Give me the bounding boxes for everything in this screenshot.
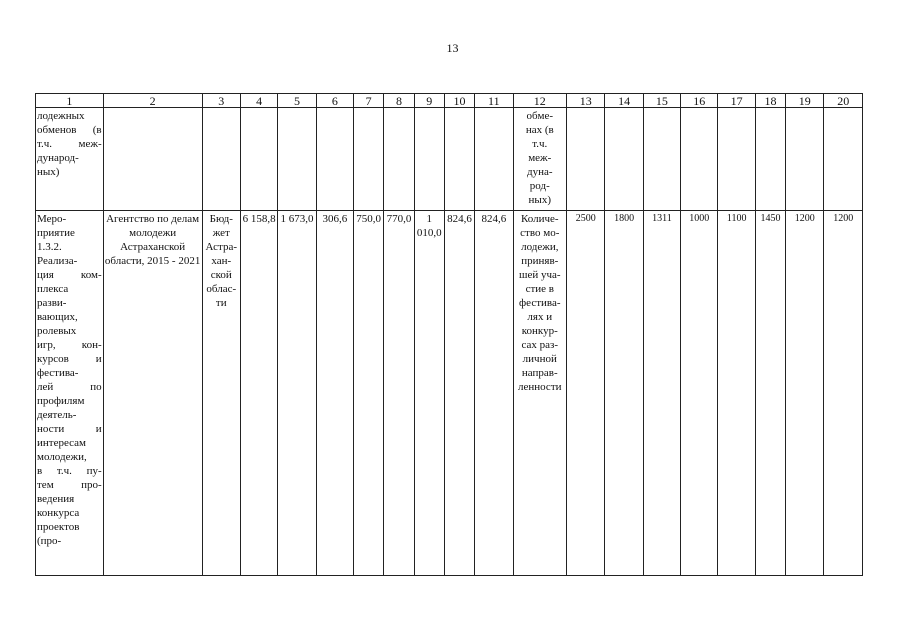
continued-measure-name (36, 108, 104, 211)
text-line: деятель- (37, 409, 77, 421)
text-line: Бюд- (209, 213, 233, 225)
text-line: ской (210, 269, 232, 281)
text-line: разви- (37, 297, 67, 309)
text-line: ти (215, 297, 227, 309)
funding-value-col-7: 750,0 (354, 211, 384, 576)
executor-cell: Агентство по делам молодежи Астраханской области, 2015 - 2021 (103, 211, 202, 576)
funding-value-col-4: 6 158,8 (240, 211, 277, 576)
text-line: стие в (525, 283, 554, 295)
text-line: (про- (37, 535, 62, 547)
text-line: обме- (526, 110, 554, 122)
text-line: конкурса (37, 507, 80, 519)
column-number-11: 11 (475, 94, 513, 108)
text-line: ство мо- (520, 227, 560, 239)
column-number-1: 1 (36, 94, 104, 108)
text-line: Меро- (37, 213, 67, 225)
target-value-col-20: 1200 (824, 211, 863, 576)
text-line: лодежи, (521, 241, 559, 253)
text-line: нах (в (525, 124, 554, 136)
column-number-12: 12 (513, 94, 567, 108)
text-line: вающих, (37, 311, 78, 323)
text-line: плекса (37, 283, 69, 295)
text-line: тем про- (37, 479, 102, 491)
budget-source (202, 211, 240, 576)
text-line: лодежных (37, 110, 85, 122)
text-line: направ- (521, 367, 558, 379)
funding-value-col-5: 1 673,0 (278, 211, 316, 576)
text-line: курсов и (37, 353, 102, 365)
text-line: облас- (206, 283, 237, 295)
text-line: т.ч. меж- (37, 138, 102, 150)
text-line: лей по (37, 381, 102, 393)
column-number-10: 10 (444, 94, 474, 108)
text-line: приятие (37, 227, 75, 239)
text-line: сах раз- (521, 339, 559, 351)
text-line: жет (212, 227, 230, 239)
text-line: дународ- (37, 152, 79, 164)
text-line: ных) (37, 166, 60, 178)
text-line: молодежи, (37, 451, 87, 463)
target-value-col-19: 1200 (786, 211, 824, 576)
continued-row (36, 108, 863, 211)
column-number-20: 20 (824, 94, 863, 108)
column-number-16: 16 (681, 94, 718, 108)
text-line: Реализа- (37, 255, 78, 267)
text-line: приняв- (521, 255, 559, 267)
funding-value-col-11: 824,6 (475, 211, 513, 576)
column-number-15: 15 (643, 94, 680, 108)
column-number-5: 5 (278, 94, 316, 108)
target-value-col-14: 1800 (605, 211, 643, 576)
text-line: в т.ч. пу- (37, 465, 102, 477)
text-line: т.ч. (532, 138, 548, 150)
text-line: ведения (37, 493, 75, 505)
text-line: проектов (37, 521, 80, 533)
text-line: интересам (37, 437, 86, 449)
column-number-6: 6 (316, 94, 353, 108)
text-line: меж- (528, 152, 552, 164)
target-value-col-16: 1000 (681, 211, 718, 576)
text-line: конкур- (521, 325, 558, 337)
text-line: обменов (в (37, 124, 102, 136)
measure-name (36, 211, 104, 576)
column-number-8: 8 (384, 94, 414, 108)
column-number-2: 2 (103, 94, 202, 108)
text-line: хан- (211, 255, 232, 267)
text-line: ролевых (37, 325, 77, 337)
column-number-17: 17 (718, 94, 755, 108)
column-number-9: 9 (414, 94, 444, 108)
continued-indicator-name (513, 108, 567, 211)
target-value-col-13: 2500 (567, 211, 605, 576)
indicator-name (513, 211, 567, 576)
funding-value-col-8: 770,0 (384, 211, 414, 576)
funding-value-col-9: 1 010,0 (414, 211, 444, 576)
measure-row (36, 211, 863, 576)
column-number-3: 3 (202, 94, 240, 108)
text-line: лях и (527, 311, 553, 323)
text-line: ленности (518, 381, 562, 393)
funding-value-col-6: 306,6 (316, 211, 353, 576)
target-value-col-17: 1100 (718, 211, 755, 576)
text-line: личной (522, 353, 557, 365)
text-line: 1.3.2. (37, 241, 62, 253)
text-line: шей уча- (518, 269, 561, 281)
page-number: 13 (446, 41, 459, 55)
column-number-14: 14 (605, 94, 643, 108)
target-value-col-15: 1311 (643, 211, 680, 576)
program-table (35, 93, 863, 576)
text-line: ция ком- (37, 269, 102, 281)
column-number-19: 19 (786, 94, 824, 108)
text-line: дуна- (527, 166, 553, 178)
text-line: ных) (528, 194, 551, 206)
column-number-13: 13 (567, 94, 605, 108)
column-number-18: 18 (755, 94, 785, 108)
header-row (36, 94, 863, 108)
funding-value-col-10: 824,6 (444, 211, 474, 576)
text-line: Количе- (520, 213, 559, 225)
column-number-7: 7 (354, 94, 384, 108)
text-line: Астра- (205, 241, 238, 253)
text-line: фестива- (519, 297, 561, 309)
text-line: профилям (37, 395, 85, 407)
text-line: игр, кон- (37, 339, 102, 351)
column-number-4: 4 (240, 94, 277, 108)
target-value-col-18: 1450 (755, 211, 785, 576)
text-line: фестива- (37, 367, 79, 379)
text-line: род- (529, 180, 550, 192)
text-line: ности и (37, 423, 102, 435)
